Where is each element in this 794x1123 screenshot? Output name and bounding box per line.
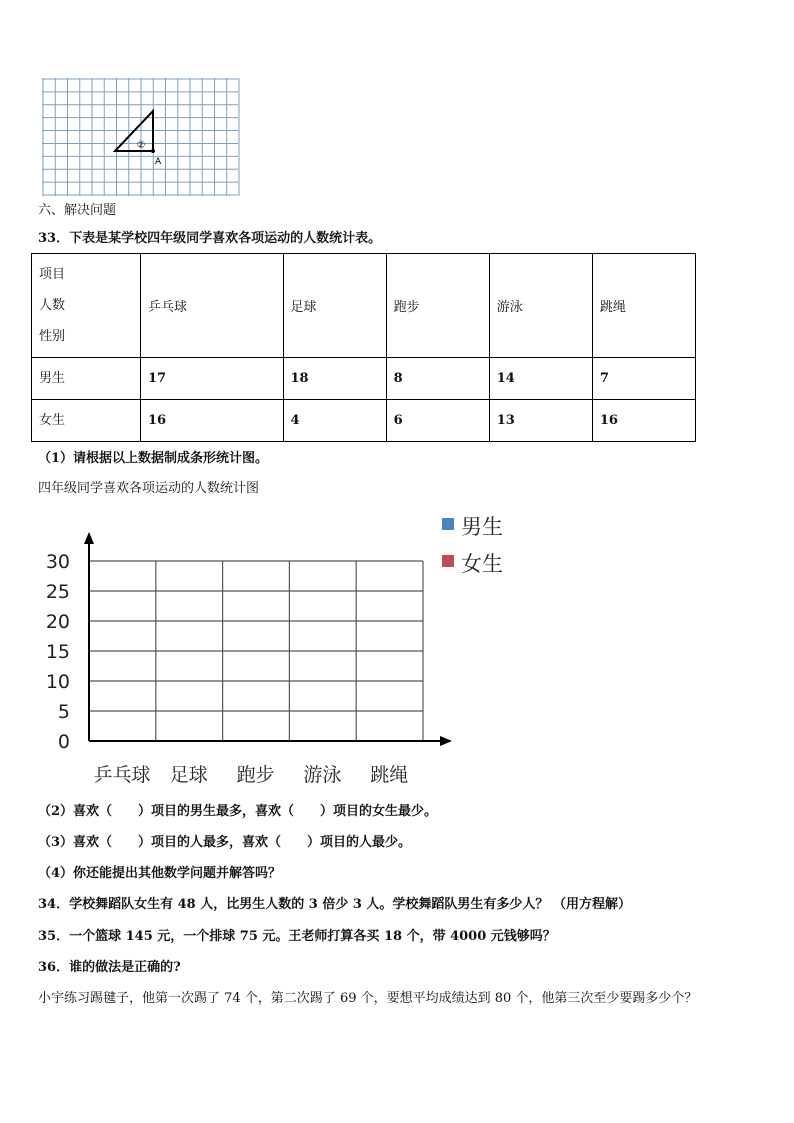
table-cell: 4 (283, 400, 386, 442)
question-36: 36．谁的做法是正确的? (38, 960, 181, 975)
table-cell: 17 (141, 358, 284, 400)
header-cell: 跑步 (386, 254, 489, 358)
q33-sub4: （4）你还能提出其他数学问题并解答吗？ (38, 866, 282, 881)
triangle-label: ② (136, 140, 146, 151)
x-category-label: 乒乓球 (93, 764, 151, 786)
y-tick-label: 5 (57, 701, 70, 723)
x-category-label: 跑步 (236, 764, 275, 786)
q33-sub1: （1）请根据以上数据制成条形统计图。 (38, 451, 269, 466)
sports-stats-table (31, 253, 696, 442)
header-cell: 足球 (283, 254, 386, 358)
header-cell: 游泳 (489, 254, 592, 358)
legend-label: 女生 (461, 552, 503, 576)
corner-label-item: 项目 (39, 267, 66, 282)
row-label: 男生 (32, 358, 141, 400)
table-row (32, 358, 696, 400)
legend-swatch (442, 555, 454, 567)
header-cell: 乒乓球 (141, 254, 284, 358)
question-35: 35．一个篮球 145 元，一个排球 75 元。王老师打算各买 18 个，带 4000 元钱够吗？ (38, 929, 556, 944)
y-tick-label: 20 (45, 611, 70, 633)
point-a-label: A (155, 157, 162, 167)
question-33-title: 33．下表是某学校四年级同学喜欢各项运动的人数统计表。 (38, 231, 382, 246)
x-category-label: 跳绳 (370, 764, 409, 786)
table-cell: 14 (489, 358, 592, 400)
corner-label-count: 人数 (39, 298, 66, 313)
y-tick-label: 15 (45, 641, 70, 663)
y-tick-label: 30 (45, 551, 70, 573)
table-row (32, 400, 696, 442)
bar-chart (0, 500, 560, 800)
y-tick-label: 10 (45, 671, 70, 693)
corner-label-gender: 性别 (39, 329, 66, 344)
question-36-text: 小宇练习踢毽子，他第一次踢了 74 个，第二次踢了 69 个，要想平均成绩达到 80 个，他第三次至少要踢多少个？ (38, 991, 698, 1006)
header-cell: 跳绳 (592, 254, 695, 358)
y-axis-arrow (84, 532, 94, 544)
grid-figure (42, 78, 242, 198)
table-cell: 18 (283, 358, 386, 400)
point-a-dot (151, 149, 155, 153)
x-category-label: 足球 (169, 764, 208, 786)
x-axis-arrow (440, 736, 452, 746)
table-cell: 7 (592, 358, 695, 400)
legend-swatch (442, 518, 454, 530)
table-cell: 13 (489, 400, 592, 442)
row-label: 女生 (32, 400, 141, 442)
section-title: 六、解决问题 (38, 203, 117, 218)
y-tick-label: 0 (57, 731, 70, 753)
chart-title: 四年级同学喜欢各项运动的人数统计图 (38, 481, 260, 496)
table-cell: 16 (592, 400, 695, 442)
table-cell: 6 (386, 400, 489, 442)
question-34: 34．学校舞蹈队女生有 48 人，比男生人数的 3 倍少 3 人。学校舞蹈队男生有多少人？ （用方程解） (38, 897, 631, 912)
legend-label: 男生 (461, 515, 503, 539)
x-category-label: 游泳 (303, 764, 342, 786)
corner-cell (32, 254, 141, 358)
table-header-row (32, 254, 696, 358)
q33-sub2: （2）喜欢（ ）项目的男生最多，喜欢（ ）项目的女生最少。 (38, 804, 438, 819)
table-cell: 8 (386, 358, 489, 400)
y-tick-label: 25 (45, 581, 70, 603)
q33-sub3: （3）喜欢（ ）项目的人最多，喜欢（ ）项目的人最少。 (38, 835, 412, 850)
table-cell: 16 (141, 400, 284, 442)
